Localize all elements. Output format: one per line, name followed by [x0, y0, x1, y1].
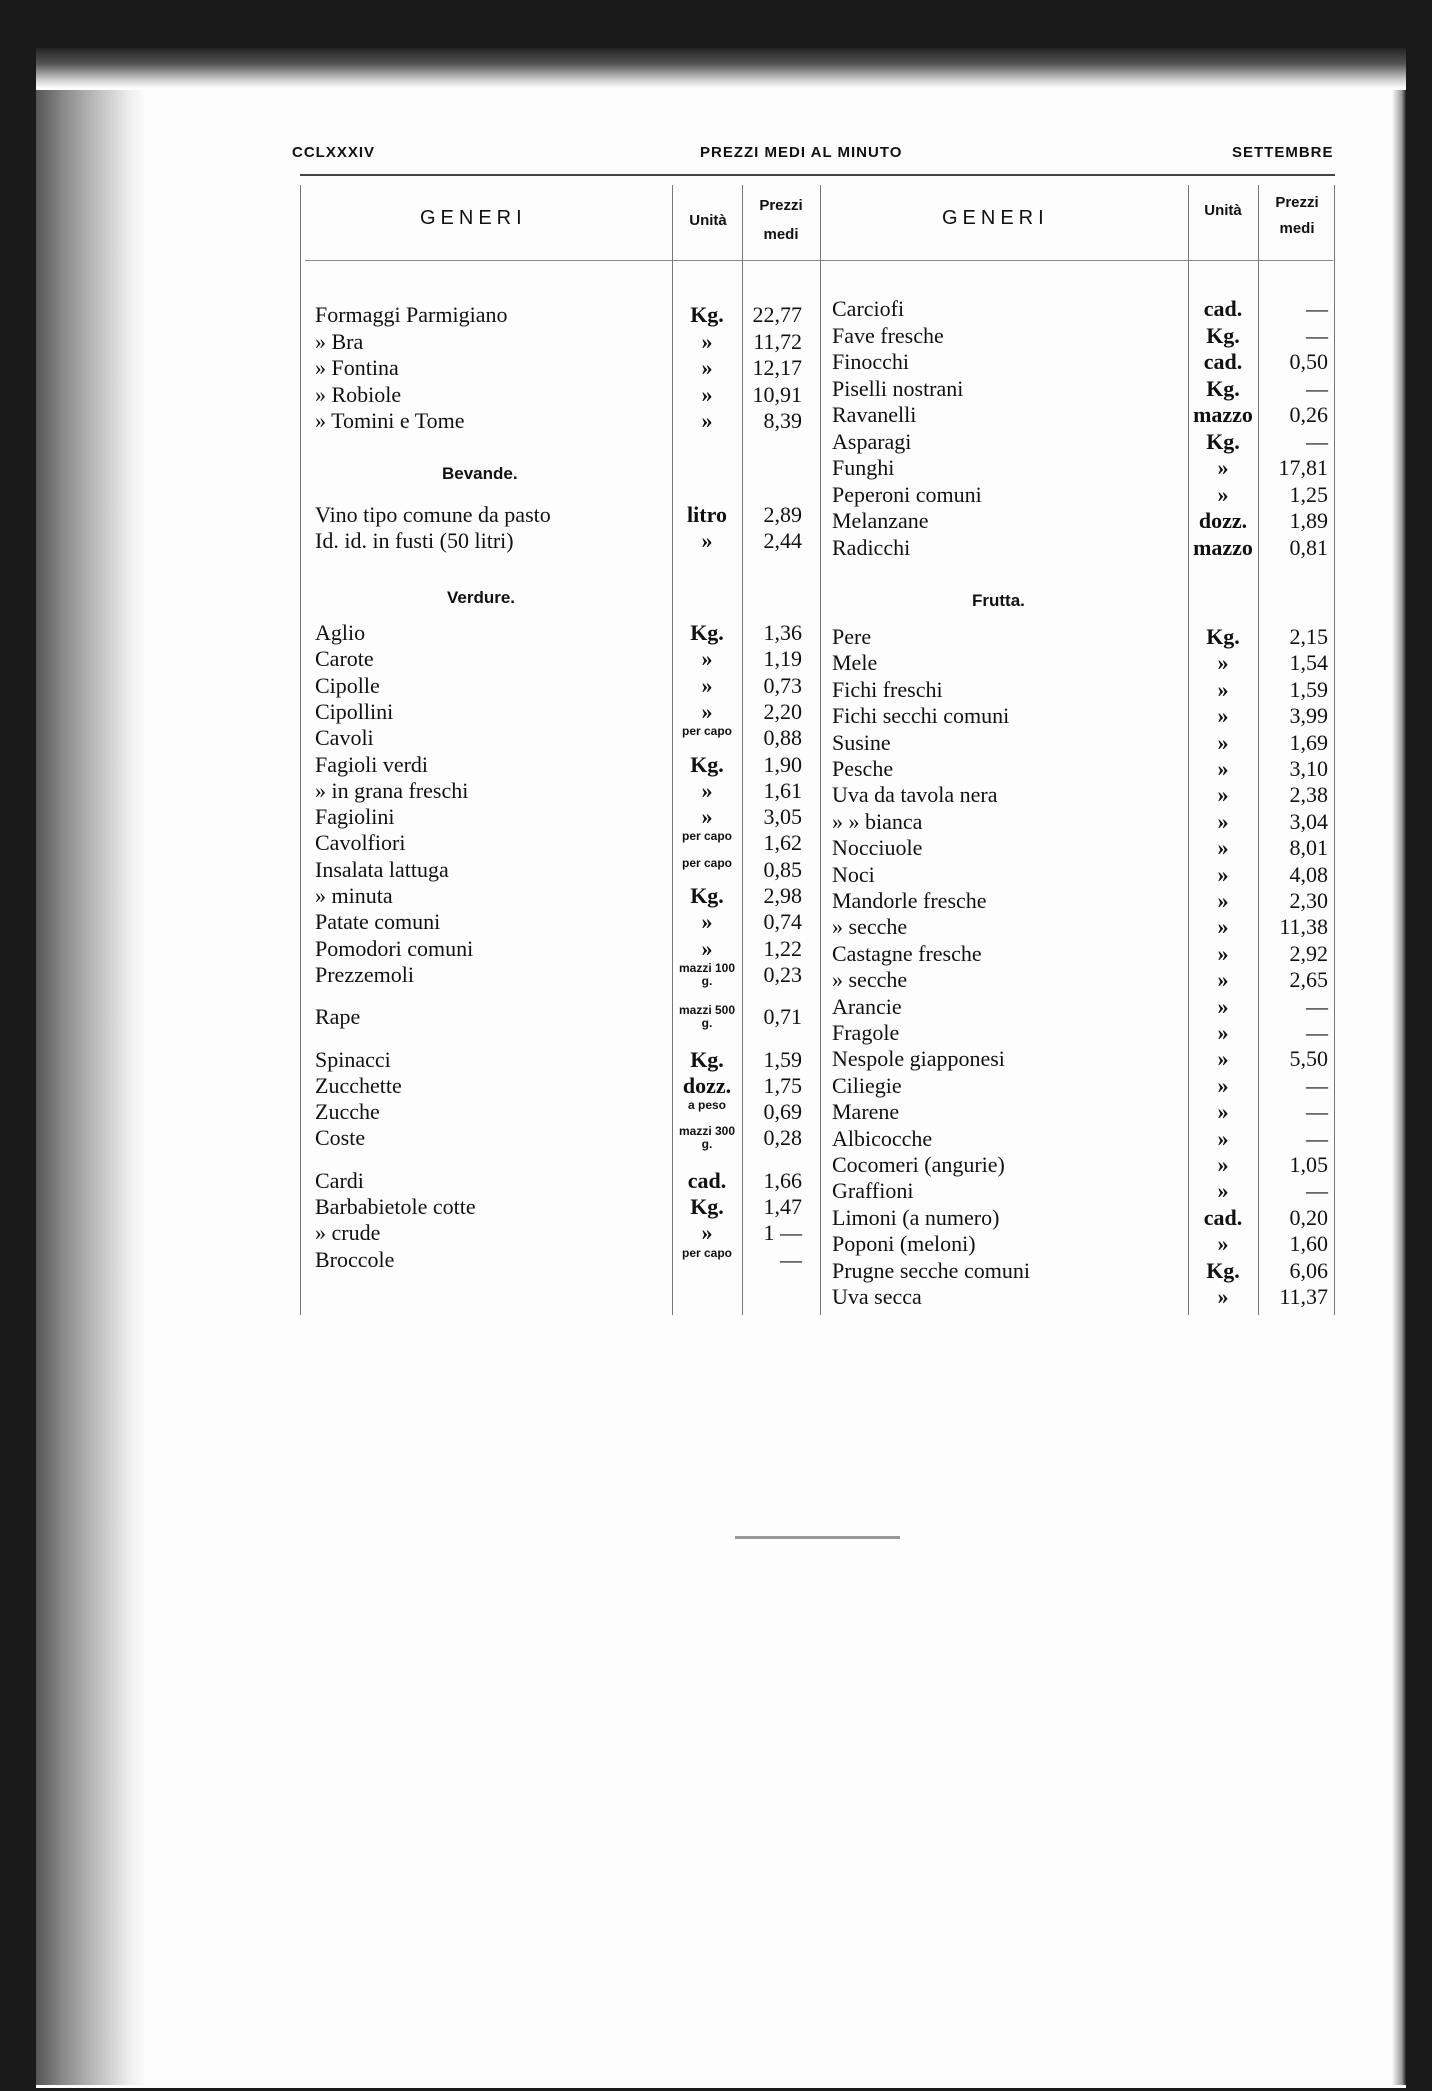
item-price: 0,88 — [763, 725, 802, 751]
table-row — [315, 804, 802, 830]
item-price: 0,71 — [763, 1004, 802, 1030]
item-name: Ravanelli — [832, 402, 917, 427]
item-price: — — [780, 1246, 802, 1272]
item-name: Cardi — [315, 1167, 364, 1193]
table-row — [832, 730, 1328, 756]
item-name: » secche — [832, 914, 908, 940]
item-price: 1,61 — [763, 777, 802, 803]
scan-shadow-right — [1392, 90, 1406, 2085]
table-row — [832, 782, 1328, 808]
header-rule — [300, 174, 1335, 176]
item-unit: » — [1217, 481, 1229, 507]
item-name: Formaggi Parmigiano — [315, 302, 508, 327]
page-title: PREZZI MEDI AL MINUTO — [700, 144, 903, 161]
item-unit: » — [701, 528, 713, 553]
item-name: Cavoli — [315, 725, 374, 751]
item-price: 0,74 — [763, 909, 802, 935]
item-unit: » — [1217, 940, 1229, 966]
table-row — [315, 1247, 802, 1273]
item-price: 11,72 — [753, 328, 802, 354]
item-name: Susine — [832, 729, 891, 755]
item-price: — — [1306, 1020, 1328, 1045]
item-unit: Kg. — [690, 883, 724, 908]
item-unit: » — [1217, 1020, 1229, 1045]
section-bevande: Bevande. — [442, 464, 518, 483]
item-name: Aglio — [315, 620, 366, 645]
col-header-unita-left: Unità — [689, 212, 727, 229]
item-unit: dozz. — [1198, 508, 1248, 533]
item-price: 1,59 — [1289, 676, 1328, 702]
item-name: Fichi freschi — [832, 676, 943, 702]
item-unit: » — [1217, 835, 1229, 861]
item-name: Fragole — [832, 1020, 900, 1045]
table-row — [832, 296, 1328, 322]
section-frutta: Frutta. — [972, 591, 1025, 610]
table-row — [832, 1073, 1328, 1099]
item-unit: per capo — [681, 829, 732, 844]
item-unit: » — [1217, 1284, 1229, 1309]
item-price: 1,05 — [1289, 1152, 1328, 1177]
item-name: Uva secca — [832, 1284, 922, 1309]
item-price: 1,54 — [1289, 650, 1328, 676]
item-unit: Kg. — [690, 1194, 724, 1219]
item-unit: Kg. — [1206, 375, 1240, 401]
item-price: 2,98 — [763, 883, 802, 908]
item-name: Prezzemoli — [315, 961, 414, 987]
item-price: 1,25 — [1289, 481, 1328, 507]
table-row — [832, 1231, 1328, 1257]
table-row — [832, 1258, 1328, 1284]
item-unit: cad. — [1203, 296, 1243, 321]
item-name: Graffioni — [832, 1178, 914, 1204]
item-price: — — [1306, 1099, 1328, 1125]
item-name: Melanzane — [832, 508, 929, 533]
item-price: 10,91 — [752, 381, 802, 407]
item-name: Spinacci — [315, 1046, 391, 1072]
item-name: Nocciuole — [832, 835, 923, 861]
scan-shadow-top — [36, 48, 1406, 88]
item-price: 22,77 — [752, 302, 802, 327]
section-verdure: Verdure. — [447, 588, 516, 607]
item-name: Pomodori comuni — [315, 935, 474, 961]
col-header-generi-right: GENERI — [942, 207, 1049, 229]
table-row — [832, 1099, 1328, 1125]
item-unit: cad. — [1203, 1204, 1243, 1230]
item-price: 1,47 — [763, 1194, 802, 1219]
item-name: Patate comuni — [315, 909, 441, 935]
item-price: 4,08 — [1289, 861, 1328, 887]
item-unit: » — [1217, 782, 1229, 808]
item-price: 0,85 — [763, 856, 802, 882]
table-row — [832, 888, 1328, 914]
footer-rule — [735, 1536, 900, 1539]
column-header-rule — [305, 260, 1333, 261]
item-price: 0,26 — [1289, 402, 1328, 427]
table-row — [832, 941, 1328, 967]
item-unit: mazzo — [1193, 402, 1253, 427]
item-name: Cipolle — [315, 672, 380, 698]
item-unit: » — [1217, 888, 1229, 913]
item-unit: » — [1217, 703, 1229, 729]
item-name: Ciliegie — [832, 1072, 902, 1098]
table-row — [832, 376, 1328, 402]
item-unit: » — [1217, 993, 1229, 1019]
item-name: Funghi — [832, 455, 895, 480]
table-row — [832, 862, 1328, 888]
item-name: Insalata lattuga — [315, 856, 449, 882]
table-row — [315, 962, 802, 988]
item-unit: » — [1217, 676, 1229, 702]
item-price: 1,59 — [763, 1046, 802, 1072]
table-row — [832, 756, 1328, 782]
item-name: Pesche — [832, 756, 894, 781]
item-name: Mele — [832, 650, 878, 676]
item-price: — — [1306, 1125, 1328, 1151]
item-name: Limoni (a numero) — [832, 1204, 1000, 1230]
item-unit: Kg. — [1206, 322, 1240, 348]
item-unit: » — [1217, 1125, 1229, 1151]
item-name: Asparagi — [832, 428, 912, 454]
item-price: 1,62 — [763, 830, 802, 856]
item-price: 1,66 — [763, 1167, 802, 1193]
item-unit: Kg. — [1206, 1257, 1240, 1283]
item-unit: » — [701, 672, 713, 698]
table-row — [832, 914, 1328, 940]
item-price: 2,15 — [1289, 624, 1328, 649]
item-name: » Robiole — [315, 381, 402, 407]
table-row — [832, 1178, 1328, 1204]
item-price: 0,23 — [763, 961, 802, 987]
item-unit: » — [701, 777, 713, 803]
col-header-medi-left: medi — [763, 226, 799, 243]
item-unit: Kg. — [690, 620, 724, 645]
item-unit: per capo — [681, 1245, 732, 1260]
item-price: 17,81 — [1278, 455, 1328, 480]
table-row — [315, 620, 802, 646]
table-row — [832, 482, 1328, 508]
table-row — [315, 1168, 802, 1194]
item-price: 2,65 — [1289, 967, 1328, 993]
item-name: Castagne fresche — [832, 940, 982, 966]
item-name: » » bianca — [832, 808, 923, 834]
item-unit: » — [701, 381, 713, 407]
item-name: » Tomini e Tome — [315, 408, 465, 433]
item-unit: » — [701, 909, 713, 935]
table-border-right — [1334, 185, 1335, 1315]
item-name: Mandorle fresche — [832, 888, 987, 913]
item-name: Carote — [315, 646, 374, 672]
item-name: Pere — [832, 624, 872, 649]
item-name: Piselli nostrani — [832, 375, 964, 401]
item-name: Zucche — [315, 1099, 380, 1125]
item-name: Prugne secche comuni — [832, 1257, 1030, 1283]
item-unit: » — [701, 698, 713, 724]
table-row — [315, 502, 802, 528]
item-price: — — [1306, 428, 1328, 454]
item-unit: » — [1217, 650, 1229, 676]
item-unit: Kg. — [1206, 428, 1240, 454]
item-unit: » — [1217, 1231, 1229, 1257]
table-row — [315, 355, 802, 381]
item-name: Cipollini — [315, 698, 394, 724]
item-name: Broccole — [315, 1246, 395, 1272]
table-row — [315, 646, 802, 672]
item-unit: » — [1217, 1046, 1229, 1072]
item-unit: » — [1217, 808, 1229, 834]
item-name: » in grana freschi — [315, 777, 469, 803]
table-row — [832, 349, 1328, 375]
item-name: Poponi (meloni) — [832, 1231, 976, 1257]
item-price: 0,69 — [763, 1099, 802, 1125]
item-price: 2,92 — [1289, 940, 1328, 966]
item-unit: » — [701, 355, 713, 380]
item-name: Coste — [315, 1125, 366, 1151]
item-unit: » — [1217, 455, 1229, 480]
page-month: SETTEMBRE — [1232, 144, 1334, 161]
item-price: 0,81 — [1289, 534, 1328, 560]
item-name: Fagiolini — [315, 804, 395, 830]
item-name: » Fontina — [315, 355, 399, 380]
table-row — [315, 329, 802, 355]
table-row — [315, 752, 802, 778]
item-unit: mazzo — [1193, 534, 1253, 560]
item-name: » minuta — [315, 883, 393, 908]
item-name: Barbabietole cotte — [315, 1194, 476, 1219]
item-unit: » — [1217, 1152, 1229, 1177]
item-unit: » — [701, 935, 713, 961]
item-unit: per capo — [681, 724, 732, 739]
table-row — [832, 455, 1328, 481]
item-price: — — [1306, 1072, 1328, 1098]
item-price: 1,36 — [763, 620, 802, 645]
table-row — [315, 1194, 802, 1220]
item-unit: per capo — [681, 855, 732, 870]
item-price: 3,99 — [1289, 703, 1328, 729]
item-unit: » — [1217, 756, 1229, 781]
item-price: 0,73 — [763, 672, 802, 698]
item-name: Finocchi — [832, 349, 909, 374]
item-name: Fave fresche — [832, 322, 944, 348]
item-price: 2,89 — [763, 502, 802, 527]
item-unit: » — [701, 1220, 713, 1246]
table-row — [315, 1125, 802, 1151]
item-price: 0,20 — [1289, 1204, 1328, 1230]
item-price: 5,50 — [1289, 1046, 1328, 1072]
table-row — [315, 883, 802, 909]
item-name: Fichi secchi comuni — [832, 703, 1010, 729]
item-price: — — [1306, 375, 1328, 401]
table-row — [832, 967, 1328, 993]
item-price: 2,44 — [763, 528, 802, 553]
item-unit: » — [1217, 914, 1229, 940]
item-price: — — [1306, 993, 1328, 1019]
item-unit: Kg. — [1206, 624, 1240, 649]
item-price: 1,75 — [763, 1072, 802, 1098]
table-row — [832, 402, 1328, 428]
col-header-medi-right: medi — [1279, 220, 1315, 237]
col-header-prezzi-left: Prezzi — [759, 197, 803, 214]
table-row — [832, 1152, 1328, 1178]
item-price: 2,30 — [1289, 888, 1328, 913]
item-price: 1,19 — [763, 646, 802, 672]
item-unit: litro — [687, 502, 727, 527]
item-unit: » — [701, 646, 713, 672]
table-row — [315, 1004, 802, 1030]
item-price: 8,39 — [763, 408, 802, 433]
table-row — [315, 382, 802, 408]
table-row — [832, 809, 1328, 835]
item-name: » secche — [832, 967, 908, 993]
item-name: Rape — [315, 1004, 361, 1030]
item-price: 3,04 — [1289, 808, 1328, 834]
item-name: Albicocche — [832, 1125, 933, 1151]
item-unit: a peso — [687, 1098, 726, 1113]
item-unit: cad. — [687, 1167, 727, 1193]
item-name: Noci — [832, 861, 875, 887]
item-price: 1,60 — [1289, 1231, 1328, 1257]
item-name: Nespole giapponesi — [832, 1046, 1005, 1072]
table-row — [315, 1099, 802, 1125]
item-name: Cocomeri (angurie) — [832, 1152, 1005, 1177]
col-divider-3 — [820, 185, 821, 1315]
item-unit: dozz. — [682, 1072, 732, 1098]
table-row — [315, 1220, 802, 1246]
item-price: 8,01 — [1289, 835, 1328, 861]
item-price: 2,38 — [1289, 782, 1328, 808]
item-name: Vino tipo comune da pasto — [315, 502, 551, 527]
scan-shadow-left — [36, 90, 146, 2085]
table-row — [832, 1020, 1328, 1046]
col-header-unita-right: Unità — [1204, 202, 1242, 219]
table-row — [832, 508, 1328, 534]
item-name: Cavolfiori — [315, 830, 406, 856]
table-row — [315, 1073, 802, 1099]
table-row — [315, 1047, 802, 1073]
item-price: 6,06 — [1289, 1257, 1328, 1283]
item-name: Id. id. in fusti (50 litri) — [315, 528, 514, 553]
item-name: » Bra — [315, 328, 364, 354]
item-unit: mazzi 100 g. — [678, 960, 736, 988]
item-unit: » — [701, 408, 713, 433]
item-name: » crude — [315, 1220, 381, 1246]
table-row — [315, 408, 802, 434]
item-unit: » — [1217, 861, 1229, 887]
item-price: 0,50 — [1289, 349, 1328, 374]
item-name: Radicchi — [832, 534, 911, 560]
item-price: 0,28 — [763, 1125, 802, 1151]
table-row — [832, 1205, 1328, 1231]
table-row — [315, 936, 802, 962]
item-unit: mazzi 300 g. — [678, 1124, 736, 1152]
table-row — [315, 830, 802, 856]
item-name: Marene — [832, 1099, 900, 1125]
table-border-left — [300, 185, 301, 1315]
item-price: 1,69 — [1289, 729, 1328, 755]
item-unit: Kg. — [690, 302, 724, 327]
item-unit: Kg. — [690, 751, 724, 777]
item-price: 2,20 — [763, 698, 802, 724]
item-name: Zucchette — [315, 1072, 402, 1098]
table-row — [832, 624, 1328, 650]
item-unit: cad. — [1203, 349, 1243, 374]
item-price: 1 — — [763, 1220, 802, 1246]
item-unit: » — [701, 328, 713, 354]
table-row — [832, 429, 1328, 455]
item-price: 1,90 — [763, 751, 802, 777]
table-row — [832, 650, 1328, 676]
table-row — [832, 703, 1328, 729]
table-row — [832, 1046, 1328, 1072]
item-unit: » — [701, 804, 713, 830]
table-row — [315, 909, 802, 935]
table-row — [832, 1284, 1328, 1310]
item-price: — — [1306, 1178, 1328, 1204]
col-header-generi-left: GENERI — [420, 207, 527, 229]
item-price: 12,17 — [752, 355, 802, 380]
table-row — [315, 699, 802, 725]
item-unit: » — [1217, 1072, 1229, 1098]
item-price: 11,38 — [1279, 914, 1328, 940]
item-unit: » — [1217, 1099, 1229, 1125]
item-unit: » — [1217, 967, 1229, 993]
page-number: CCLXXXIV — [292, 144, 376, 161]
table-row — [832, 1126, 1328, 1152]
table-row — [832, 323, 1328, 349]
item-name: Fagioli verdi — [315, 751, 429, 777]
item-price: 1,22 — [763, 935, 802, 961]
table-row — [315, 528, 802, 554]
item-price: 1,89 — [1289, 508, 1328, 533]
table-row — [315, 778, 802, 804]
item-name: Uva da tavola nera — [832, 782, 998, 808]
table-row — [832, 677, 1328, 703]
item-name: Carciofi — [832, 296, 905, 321]
item-unit: » — [1217, 1178, 1229, 1204]
item-price: — — [1306, 322, 1328, 348]
item-name: Peperoni comuni — [832, 481, 982, 507]
table-row — [315, 857, 802, 883]
item-price: 3,05 — [763, 804, 802, 830]
table-row — [315, 725, 802, 751]
item-unit: » — [1217, 729, 1229, 755]
table-row — [832, 994, 1328, 1020]
table-row — [315, 302, 802, 328]
item-unit: mazzi 500 g. — [678, 1003, 736, 1031]
item-unit: Kg. — [690, 1046, 724, 1072]
col-header-prezzi-right: Prezzi — [1275, 194, 1319, 211]
item-price: 3,10 — [1289, 756, 1328, 781]
table-row — [315, 673, 802, 699]
item-name: Arancie — [832, 993, 902, 1019]
table-row — [832, 835, 1328, 861]
table-row — [832, 535, 1328, 561]
item-price: 11,37 — [1279, 1284, 1328, 1309]
item-price: — — [1306, 296, 1328, 321]
